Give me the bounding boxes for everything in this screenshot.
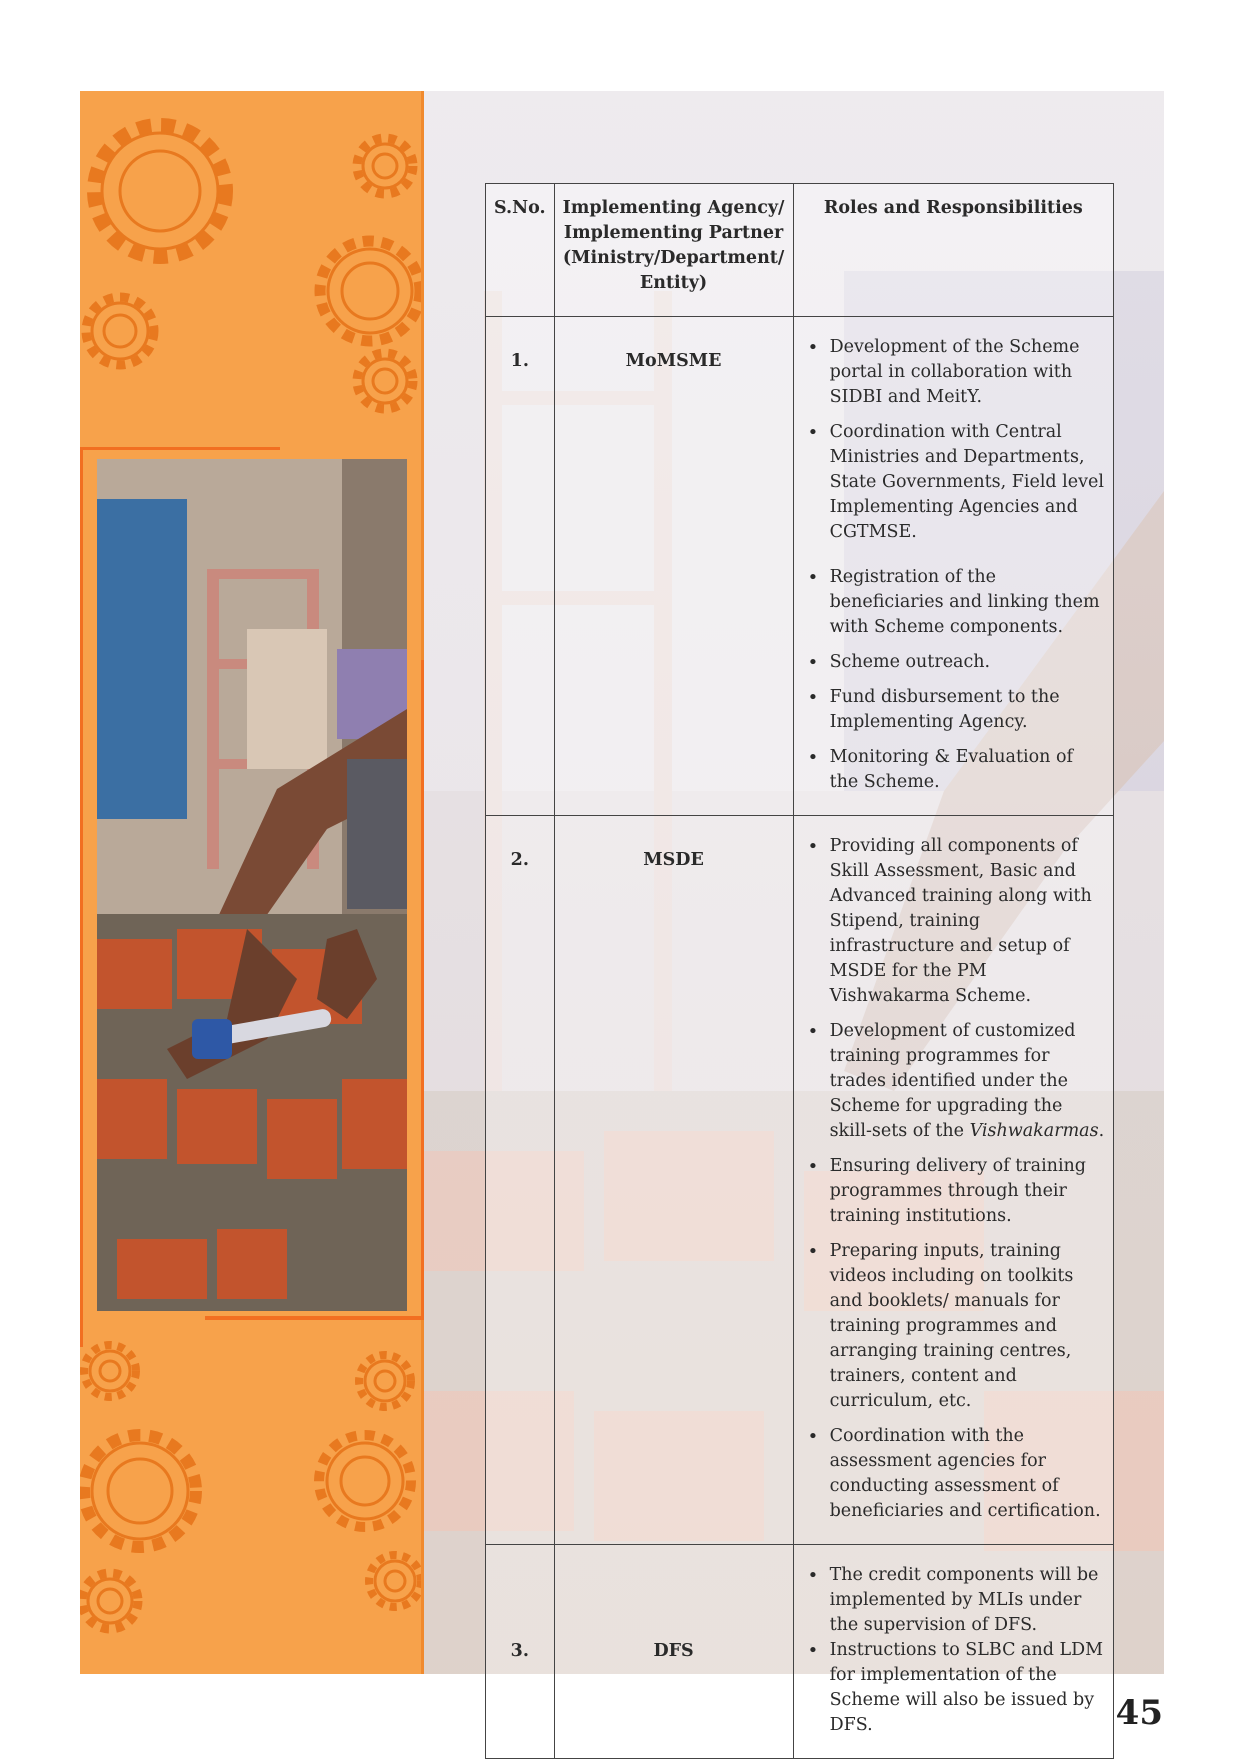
list-item: • Monitoring & Evaluation of the Scheme.	[830, 745, 1105, 795]
list-item: • Preparing inputs, training videos including on toolkits and booklets/ manuals for training programmes and arranging training centres, trainers, content and curriculum, etc.	[830, 1239, 1105, 1414]
table-row	[486, 1545, 1114, 1759]
row-sno: 2.	[486, 816, 555, 1545]
row-sno: 1.	[486, 317, 555, 816]
gears-decoration-top	[80, 91, 424, 451]
table-row	[486, 816, 1114, 1545]
list-item: • Ensuring delivery of training programmes through their training institutions.	[830, 1154, 1105, 1229]
header-sno: S.No.	[486, 184, 555, 317]
list-item-text: Development of customized training programmes for trades identified under the Scheme for upgrading the skill-sets of the	[829, 1021, 1076, 1141]
row-roles	[793, 1545, 1113, 1759]
row-agency: DFS	[554, 1545, 793, 1759]
row-roles	[793, 317, 1113, 816]
header-roles: Roles and Responsibilities	[793, 184, 1113, 317]
list-item: • Scheme outreach.	[830, 650, 1105, 675]
list-item: • Development of the Scheme portal in collaboration with SIDBI and MeitY.	[830, 335, 1105, 410]
bricklayer-photo	[97, 459, 407, 1311]
list-item: • Development of customized training programmes for trades identified under the Scheme for upgrading the skill-sets of the Vishwakarmas.	[830, 1019, 1105, 1144]
table-row	[486, 317, 1114, 816]
list-item: • Coordination with the assessment agencies for conducting assessment of beneficiaries and certification.	[830, 1424, 1105, 1524]
list-item: • Registration of the beneficiaries and linking them with Scheme components.	[830, 565, 1105, 640]
header-agency: Implementing Agency/ Implementing Partner (Ministry/Department/ Entity)	[554, 184, 793, 317]
gears-decoration-bottom	[80, 1311, 424, 1674]
roles-table	[485, 183, 1114, 1759]
list-item: • Instructions to SLBC and LDM for implementation of the Scheme will also be issued by DFS.	[830, 1638, 1105, 1738]
table-header-row	[486, 184, 1114, 317]
row-agency: MoMSME	[554, 317, 793, 816]
row-roles	[793, 816, 1113, 1545]
italic-term: Vishwakarmas	[969, 1121, 1099, 1141]
row-agency: MSDE	[554, 816, 793, 1545]
row-sno: 3.	[486, 1545, 555, 1759]
list-item: • Coordination with Central Ministries and Departments, State Governments, Field level Implementing Agencies and CGTMSE.	[830, 420, 1105, 545]
list-item: • Providing all components of Skill Assessment, Basic and Advanced training along with Stipend, training infrastructure and setup of MSDE for the PM Vishwakarma Scheme.	[830, 834, 1105, 1009]
list-item: • The credit components will be implemented by MLIs under the supervision of DFS.	[830, 1563, 1105, 1638]
list-item: • Fund disbursement to the Implementing Agency.	[830, 685, 1105, 735]
page-number: 45	[1115, 1693, 1163, 1733]
